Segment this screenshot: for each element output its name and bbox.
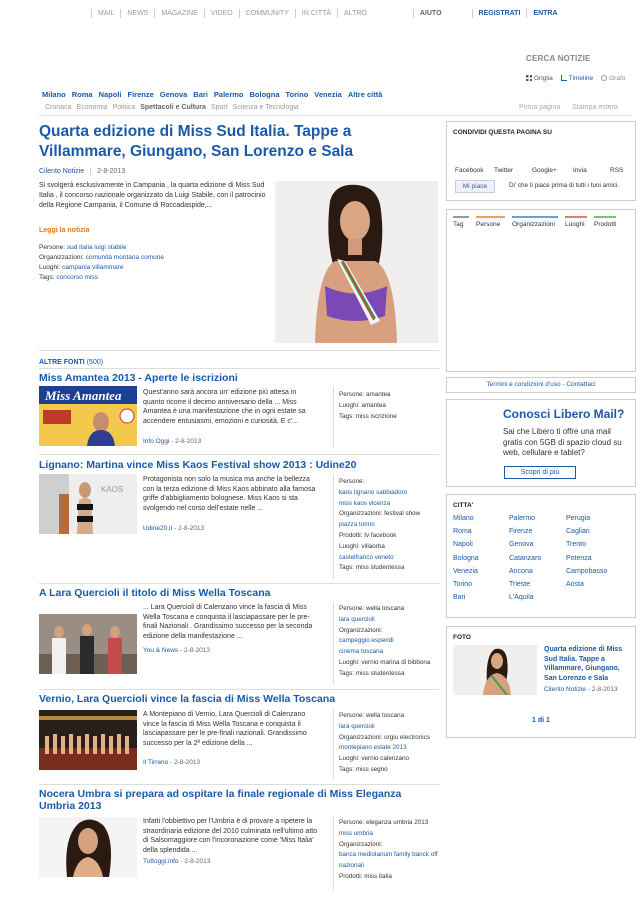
- tab-tag[interactable]: Tag: [453, 216, 469, 228]
- article-description: Protagonista non solo la musica ma anche la bellezza con la terza edizione di Miss Kaos abbinato alla famosa griffe d'abbigliamento bolognese. Miss Kaos si sta svolgendo nel corso dell'estate nelle ...: [143, 476, 316, 512]
- timeline-icon: [561, 75, 567, 81]
- divider: [39, 583, 439, 584]
- article-title[interactable]: Vernio, Lara Quercioli vince la fascia di Miss Wella Toscana: [39, 693, 336, 705]
- tag-line[interactable]: Tags: miss segno: [339, 765, 388, 773]
- view-timeline[interactable]: [561, 75, 593, 82]
- view-grid-label: Griglia: [534, 75, 553, 82]
- grid-icon: [526, 75, 532, 81]
- photo-box: [446, 626, 636, 738]
- nav-entra[interactable]: ENTRA: [526, 9, 563, 18]
- article-source-name[interactable]: Info Oggi: [143, 438, 170, 445]
- tag-line[interactable]: Persone: amantea: [339, 391, 391, 398]
- divider: [39, 368, 439, 369]
- nav-mail[interactable]: MAIL: [91, 9, 120, 18]
- city-link[interactable]: Campobasso: [566, 567, 608, 575]
- share-twitter[interactable]: Twitter: [494, 167, 514, 174]
- article-tags: [339, 477, 439, 574]
- article-tags: [339, 390, 439, 422]
- view-graph-label: Grafo: [609, 75, 626, 82]
- tag-line[interactable]: Organizzazioni:: [339, 626, 383, 634]
- tag-line[interactable]: lara quercioli: [339, 615, 375, 623]
- tag-line[interactable]: kaos lignano sabbiadoro: [339, 488, 408, 496]
- article-date-sep: -: [178, 647, 184, 654]
- photo-caption[interactable]: Quarta edizione di Miss Sud Italia. Tappe a Villammare, Giungano, San Lorenzo e Sala: [544, 646, 623, 682]
- city-box-title: CITTA': [453, 502, 474, 509]
- city-link[interactable]: Venezia: [453, 567, 478, 575]
- tab-spettacoli[interactable]: Spettacoli e Cultura: [140, 104, 206, 111]
- tag-line[interactable]: lara quercioli: [339, 722, 375, 730]
- nav-video[interactable]: VIDEO: [204, 9, 239, 18]
- meta-label: Organizzazioni:: [39, 254, 84, 261]
- article-thumbnail[interactable]: [39, 614, 137, 674]
- tag-line[interactable]: montepiano estate 2013: [339, 744, 407, 752]
- article-date-sep: -: [178, 858, 185, 865]
- altre-fonti-label: ALTRE FONTI: [39, 359, 85, 366]
- article-source: [143, 525, 204, 532]
- photo-date: 2-8-2013: [591, 686, 618, 693]
- article-source-name[interactable]: You & News: [143, 647, 179, 654]
- photo-thumbnail-illustration: [453, 645, 537, 695]
- tag-line[interactable]: Tags: miss iscrizione: [339, 412, 397, 420]
- meta-link[interactable]: comunità montana comune: [85, 254, 165, 261]
- tab-sport[interactable]: Sport: [210, 104, 228, 111]
- tag-line[interactable]: Luoghi: villaorba: [339, 542, 385, 550]
- divider: [39, 115, 632, 116]
- altre-fonti-header: [39, 359, 103, 366]
- meta-label: Persone:: [39, 244, 66, 251]
- tag-line[interactable]: Persone: wella toscana: [339, 605, 405, 612]
- nav-aiuto[interactable]: AIUTO: [413, 9, 448, 18]
- city-navigation: [42, 90, 382, 99]
- tab-persone[interactable]: Persone: [476, 216, 505, 228]
- city-link[interactable]: Bari: [453, 594, 466, 602]
- meta-link[interactable]: sud italia luigi stabile: [66, 244, 127, 251]
- article-title[interactable]: A Lara Quercioli il titolo di Miss Wella Toscana: [39, 587, 271, 599]
- thumbnail-illustration: [39, 614, 137, 674]
- city-link[interactable]: Perugia: [566, 515, 591, 522]
- nav-altro[interactable]: ALTRO: [337, 9, 373, 18]
- tag-line[interactable]: Tags: miss studentessa: [339, 669, 405, 677]
- article-tags: [339, 818, 439, 883]
- main-source-name[interactable]: Cilento Notizie: [39, 168, 85, 175]
- city-link[interactable]: Catanzaro: [509, 554, 542, 562]
- main-meta-luoghi: [39, 263, 124, 273]
- thumbnail-illustration: [39, 474, 137, 534]
- article-date: 2-8-2013: [174, 759, 201, 766]
- tag-line[interactable]: Prodotti: miss italia: [339, 872, 392, 880]
- article-date-sep: -: [169, 438, 176, 445]
- article-title[interactable]: Lignano: Martina vince Miss Kaos Festival show 2013 : Udine20: [39, 459, 357, 471]
- nav-community[interactable]: COMMUNITY: [239, 9, 295, 18]
- city-link[interactable]: Napoli: [98, 90, 122, 99]
- svg-text:Miss Amantea: Miss Amantea: [45, 388, 122, 403]
- city-link[interactable]: Aosta: [566, 580, 584, 588]
- article-description: A Montepiano di Vernio, Lara Quercioli di Calenzano vince la fascia di Miss Wella Toscana e conquista il lasciapassare per le pre-finali nazionali. Grandissimo successo per la 2ª edizione della ...: [143, 711, 307, 747]
- photo-date-sep: -: [585, 686, 592, 693]
- tag-line[interactable]: miss kaos vicenza: [339, 499, 391, 507]
- tag-line[interactable]: Persone:: [339, 478, 365, 485]
- city-link[interactable]: Trento: [566, 541, 586, 549]
- meta-label: Tags:: [39, 274, 55, 281]
- article-thumbnail[interactable]: [39, 710, 137, 770]
- divider: [333, 816, 334, 890]
- city-link[interactable]: L'Aquila: [509, 594, 534, 602]
- tag-line[interactable]: Organizzazioni: orgiu electronics: [339, 733, 430, 741]
- terms-box: [446, 377, 636, 393]
- svg-text:KAOS: KAOS: [101, 485, 124, 494]
- city-link[interactable]: Milano: [453, 515, 474, 522]
- share-rss[interactable]: RSS: [610, 167, 624, 174]
- tag-line[interactable]: Luoghi: vernio calenzano: [339, 755, 410, 763]
- top-navigation: [91, 9, 564, 18]
- view-graph[interactable]: [601, 75, 625, 82]
- mail-promo-text: Sai che Libero ti offre una mail gratis con 5GB di spazio cloud su web, cellulare e tablet?: [503, 427, 622, 457]
- share-services: [455, 167, 623, 174]
- tab-prima-pagina[interactable]: Prima pagina: [519, 104, 561, 111]
- tab-cronaca[interactable]: Cronaca: [45, 104, 72, 111]
- article-source-name[interactable]: Il Tirreno: [143, 759, 169, 766]
- main-photo[interactable]: [275, 181, 438, 343]
- article-tags: [339, 604, 439, 680]
- nav-news[interactable]: NEWS: [120, 9, 154, 18]
- city-list: [453, 513, 622, 603]
- city-link[interactable]: Trieste: [509, 580, 531, 588]
- article-thumbnail[interactable]: [39, 386, 137, 446]
- city-link[interactable]: Torino: [285, 90, 309, 99]
- tag-tabs: [453, 216, 616, 228]
- tag-line[interactable]: Luoghi: vernio marina di bibbona: [339, 658, 431, 666]
- tag-line[interactable]: Organizzazioni:: [339, 840, 383, 848]
- divider: [333, 709, 334, 779]
- article-date-sep: -: [168, 759, 175, 766]
- category-tabs: [45, 104, 299, 111]
- article-source-name[interactable]: Udine20.it: [143, 525, 173, 532]
- thumbnail-illustration: [39, 386, 137, 446]
- share-invia[interactable]: Invia: [573, 167, 587, 174]
- article-source: [143, 858, 210, 865]
- tab-prodotti[interactable]: Prodotti: [594, 216, 616, 228]
- city-link-altre[interactable]: Altre città: [347, 90, 383, 99]
- terms-link[interactable]: Termini e condizioni d'uso - Contattaci: [486, 381, 596, 388]
- photo-box-title: FOTO: [453, 634, 471, 641]
- tag-line[interactable]: Luoghi: amantea: [339, 401, 386, 409]
- divider: [39, 784, 439, 785]
- article-description: ... Lara Quercioli di Calenzano vince la fascia di Miss Wella Toscana e conquista il lasciapassare per le pre-finali Nazionali . Grandissimo successo per la seconda edizione della manifestazione ...: [143, 604, 313, 640]
- like-button[interactable]: Mi piace: [455, 180, 495, 193]
- tab-politica[interactable]: Politica: [112, 104, 136, 111]
- thumbnail-illustration: [39, 710, 137, 770]
- tag-line[interactable]: cinema toscana: [339, 648, 384, 656]
- article-thumbnail[interactable]: [39, 817, 137, 877]
- altre-fonti-count: (500): [86, 359, 104, 366]
- main-intro: Si svolgerà esclusivamente in Campania , la quarta edizione di Miss Sud Italia , il concorso nazionale organizzato da Luigi Stabile, con il patrocinio della Regione Campania, il Comune di Roccadaspide,...: [39, 182, 266, 209]
- article-date: 2-8-2013: [183, 647, 210, 654]
- tag-line[interactable]: castelfranco veneto: [339, 553, 394, 561]
- divider: [333, 474, 334, 579]
- photo-source-name[interactable]: Cilento Notizie: [544, 686, 586, 693]
- city-link[interactable]: Milano: [42, 90, 66, 99]
- article-date: 2-8-2013: [178, 525, 205, 532]
- nav-magazine[interactable]: MAGAZINE: [154, 9, 204, 18]
- article-title[interactable]: Nocera Umbra si prepara ad ospitare la finale regionale di Miss Eleganza Umbria 2013: [39, 788, 402, 812]
- page-title[interactable]: Quarta edizione di Miss Sud Italia. Tappe a Villammare, Giungano, San Lorenzo e Sala: [39, 123, 354, 160]
- tab-economia[interactable]: Economia: [76, 104, 108, 111]
- view-grid[interactable]: [526, 75, 553, 82]
- article-date-sep: -: [172, 525, 179, 532]
- main-meta-org: [39, 253, 164, 263]
- meta-link[interactable]: campania villammare: [62, 264, 124, 271]
- city-link[interactable]: Palermo: [213, 90, 244, 99]
- city-link[interactable]: Bari: [193, 90, 208, 99]
- share-googleplus[interactable]: Google+: [532, 167, 557, 174]
- article-date: 2-8-2013: [175, 438, 202, 445]
- view-timeline-label: Timeline: [568, 75, 594, 82]
- divider: [39, 454, 439, 455]
- article-description: Infatti l'obbiettivo per l'Umbria è di provare a ripetere la straordinaria edizione del 2010 culminata nell'ultimo atto di Salsomaggiore con l'incoronazione come 'Miss Italia' della splendida ...: [143, 818, 318, 854]
- edition-tabs: [519, 104, 618, 111]
- tag-line[interactable]: piazza torino: [339, 521, 375, 529]
- tag-line[interactable]: Organizzazioni: festival show: [339, 510, 421, 518]
- tag-line[interactable]: Tags: miss studentessa: [339, 564, 405, 572]
- article-source: [143, 438, 201, 445]
- share-box: [446, 121, 636, 201]
- tag-line[interactable]: nazionali: [339, 862, 364, 870]
- city-link[interactable]: Roma: [453, 528, 472, 536]
- thumbnail-illustration: [39, 817, 137, 877]
- city-link[interactable]: Potenza: [566, 554, 592, 562]
- city-link[interactable]: Cagliari: [566, 528, 590, 536]
- divider: [333, 602, 334, 685]
- city-link[interactable]: Napoli: [453, 541, 473, 549]
- photo-thumbnail[interactable]: [453, 645, 537, 695]
- article-thumbnail[interactable]: [39, 474, 137, 534]
- read-more-link[interactable]: Leggi la notizia: [39, 227, 90, 234]
- city-link[interactable]: Bologna: [453, 554, 479, 562]
- city-link[interactable]: Torino: [453, 580, 473, 588]
- article-date: 2-8-2013: [184, 858, 211, 865]
- tab-stampa-estera[interactable]: Stampa estera: [572, 104, 618, 111]
- city-link[interactable]: Ancona: [509, 567, 533, 575]
- nav-registrati[interactable]: REGISTRATI: [472, 9, 527, 18]
- photo-source: [544, 685, 632, 694]
- article-source: [143, 647, 210, 654]
- tag-line[interactable]: campeggio esperidi: [339, 637, 394, 645]
- search-label[interactable]: CERCA NOTIZIE: [526, 54, 591, 63]
- tag-line[interactable]: Persone: eleganza umbria 2013: [339, 819, 429, 826]
- city-link[interactable]: Genova: [509, 541, 534, 549]
- article-source: [143, 759, 200, 766]
- tag-line[interactable]: banca mediolanum family banck off: [339, 851, 438, 859]
- city-link[interactable]: Roma: [71, 90, 93, 99]
- meta-label: Luoghi:: [39, 264, 61, 271]
- share-title: CONDIVIDI QUESTA PAGINA SU: [453, 129, 552, 136]
- graph-icon: [601, 75, 607, 81]
- tag-tabs-box: [446, 209, 636, 372]
- article-source-name[interactable]: Tuttoggi.info: [143, 858, 179, 865]
- main-meta-tags: [39, 273, 98, 283]
- like-text: Di' che ti piace prima di tutti i tuoi amici.: [509, 182, 620, 189]
- article-description: Quest'anno sarà ancora un' edizione più attesa in quanto ricorre il decimo anniversario della ... Miss Amantea è una manifestazione che in ogni estate sa accendere entusiasmi, emozioni e curiosità. E c'...: [143, 389, 306, 425]
- city-link[interactable]: Genova: [159, 90, 188, 99]
- tag-line[interactable]: Persone: wella toscana: [339, 712, 405, 719]
- tab-organizzazioni[interactable]: Organizzazioni: [512, 216, 558, 228]
- city-link[interactable]: Firenze: [127, 90, 154, 99]
- divider: [39, 689, 439, 690]
- nav-in-citta[interactable]: IN CITTÀ: [295, 9, 337, 18]
- view-switcher: [526, 75, 625, 82]
- main-photo-illustration: [275, 181, 438, 343]
- tag-line[interactable]: Prodotti: tv facebook: [339, 531, 397, 539]
- main-date: 2-8-2013: [90, 168, 125, 175]
- tag-line[interactable]: miss umbria: [339, 829, 373, 837]
- article-tags: [339, 711, 439, 776]
- photo-pager[interactable]: 1 di 1: [532, 717, 550, 724]
- share-facebook[interactable]: Facebook: [455, 167, 484, 174]
- city-link[interactable]: Venezia: [314, 90, 342, 99]
- city-link[interactable]: Palermo: [509, 515, 536, 522]
- meta-link[interactable]: concorso miss: [56, 274, 98, 281]
- mail-promo-title: Conosci Libero Mail?: [503, 407, 625, 421]
- mail-promo: [503, 407, 631, 479]
- main-meta-persone: [39, 243, 126, 253]
- main-source: [39, 168, 125, 175]
- tab-luoghi[interactable]: Luoghi: [565, 216, 587, 228]
- divider: [333, 386, 334, 448]
- discover-more-button[interactable]: Scopri di più: [504, 466, 576, 479]
- article-title[interactable]: Miss Amantea 2013 - Aperte le iscrizioni: [39, 372, 238, 384]
- tab-scienza[interactable]: Scienza e Tecnologia: [232, 104, 299, 111]
- city-link[interactable]: Bologna: [249, 90, 280, 99]
- city-link[interactable]: Firenze: [509, 528, 533, 536]
- divider: [39, 350, 439, 351]
